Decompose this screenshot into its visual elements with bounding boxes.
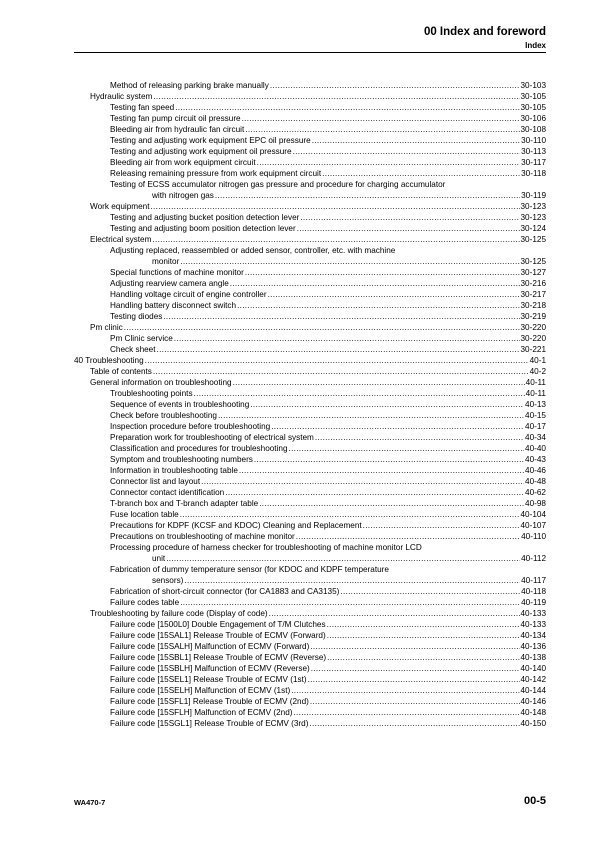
toc-entry-page: 40-146 bbox=[520, 697, 546, 706]
dot-leader bbox=[174, 333, 520, 344]
toc-entry bbox=[74, 685, 546, 696]
toc-entry-title: Testing fan speed bbox=[110, 103, 175, 112]
dot-leader bbox=[150, 201, 519, 212]
table-of-contents bbox=[74, 80, 546, 729]
header-subtitle: Index bbox=[525, 41, 546, 50]
toc-entry-page: 40-119 bbox=[521, 598, 546, 607]
footer-page-number: 00-5 bbox=[523, 795, 546, 807]
toc-entry-page: 40-148 bbox=[520, 708, 546, 717]
dot-leader bbox=[315, 432, 524, 443]
toc-entry bbox=[74, 520, 546, 531]
dot-leader bbox=[310, 641, 519, 652]
toc-entry-page: 40-134 bbox=[520, 631, 546, 640]
toc-entry-title: Connector contact identification bbox=[110, 488, 225, 497]
toc-entry-page: 40-13 bbox=[525, 400, 546, 409]
toc-entry-page: 30-108 bbox=[520, 125, 546, 134]
toc-entry-title: Fuse location table bbox=[110, 510, 179, 519]
toc-entry-page: 30-124 bbox=[520, 224, 546, 233]
toc-entry bbox=[74, 223, 546, 234]
toc-entry bbox=[74, 421, 546, 432]
dot-leader bbox=[327, 652, 519, 663]
toc-entry bbox=[74, 487, 546, 498]
toc-entry bbox=[74, 608, 546, 619]
dot-leader bbox=[322, 168, 520, 179]
toc-entry bbox=[74, 91, 546, 102]
toc-entry bbox=[74, 201, 546, 212]
toc-entry-title-line1: Fabrication of dummy temperature sensor (for KDOC and KDPF temperature bbox=[110, 565, 389, 574]
toc-entry-title: Failure code [15SALH] Malfunction of ECMV (Forward) bbox=[110, 642, 310, 651]
dot-leader bbox=[201, 476, 524, 487]
toc-entry-title: Failure code [15SBLH] Malfunction of ECMV (Reverse) bbox=[110, 664, 310, 673]
toc-entry-title: Work equipment bbox=[90, 202, 150, 211]
toc-entry-page: 30-119 bbox=[521, 191, 546, 200]
toc-entry-page: 40-138 bbox=[520, 653, 546, 662]
dot-leader bbox=[271, 421, 524, 432]
toc-entry-page: 40-150 bbox=[520, 719, 546, 728]
dot-leader bbox=[124, 322, 520, 333]
dot-leader bbox=[245, 124, 519, 135]
toc-entry bbox=[74, 432, 546, 443]
toc-entry-title-line1: Testing of ECSS accumulator nitrogen gas pressure and procedure for charging accumulator bbox=[110, 180, 446, 189]
dot-leader bbox=[184, 575, 520, 586]
toc-entry-page: 30-117 bbox=[521, 158, 546, 167]
dot-leader bbox=[225, 487, 524, 498]
toc-entry-title: Pm Clinic service bbox=[110, 334, 173, 343]
toc-entry-page: 40-140 bbox=[520, 664, 546, 673]
dot-leader bbox=[254, 454, 524, 465]
toc-entry-title: Adjusting rearview camera angle bbox=[110, 279, 229, 288]
dot-leader bbox=[180, 509, 520, 520]
dot-leader bbox=[194, 388, 525, 399]
toc-entry-title: Failure code [15SELH] Malfunction of ECMV (1st) bbox=[110, 686, 291, 695]
toc-entry bbox=[74, 696, 546, 707]
toc-entry-title: Releasing remaining pressure from work equipment circuit bbox=[110, 169, 322, 178]
toc-entry bbox=[74, 135, 546, 146]
dot-leader bbox=[233, 377, 525, 388]
toc-entry-page: 40-48 bbox=[525, 477, 546, 486]
toc-entry-title: Testing fan pump circuit oil pressure bbox=[110, 114, 241, 123]
dot-leader bbox=[293, 146, 521, 157]
toc-entry-title-line1: Adjusting replaced, reassembled or added sensor, controller, etc. with machine bbox=[110, 246, 396, 255]
toc-entry bbox=[74, 542, 546, 564]
toc-entry bbox=[74, 289, 546, 300]
toc-entry bbox=[74, 454, 546, 465]
toc-entry bbox=[74, 333, 546, 344]
dot-leader bbox=[291, 685, 519, 696]
toc-entry-title: Failure code [15SAL1] Release Trouble of ECMV (Forward) bbox=[110, 631, 326, 640]
toc-entry-title: Testing and adjusting boom position detection lever bbox=[110, 224, 296, 233]
toc-entry bbox=[74, 146, 546, 157]
toc-entry bbox=[74, 663, 546, 674]
toc-entry-title: unit bbox=[152, 554, 166, 563]
toc-entry bbox=[74, 311, 546, 322]
toc-entry bbox=[74, 388, 546, 399]
toc-entry-page: 40-112 bbox=[521, 554, 546, 563]
header-rule bbox=[74, 52, 546, 53]
toc-entry-page: 30-105 bbox=[520, 103, 546, 112]
dot-leader bbox=[215, 190, 520, 201]
toc-entry bbox=[74, 498, 546, 509]
toc-entry bbox=[74, 102, 546, 113]
toc-entry-title: Table of contents bbox=[90, 367, 152, 376]
toc-entry bbox=[74, 652, 546, 663]
toc-entry-page: 30-216 bbox=[520, 279, 546, 288]
toc-entry-title: Testing and adjusting work equipment EPC oil pressure bbox=[110, 136, 311, 145]
toc-entry-page: 30-118 bbox=[521, 169, 546, 178]
toc-entry-title: Symptom and troubleshooting numbers bbox=[110, 455, 253, 464]
toc-entry bbox=[74, 344, 546, 355]
toc-entry-title: Troubleshooting points bbox=[110, 389, 193, 398]
toc-entry-title: Failure code [15SBL1] Release Trouble of ECMV (Reverse) bbox=[110, 653, 327, 662]
toc-entry-page: 30-127 bbox=[520, 268, 546, 277]
toc-entry-title: Inspection procedure before troubleshooting bbox=[110, 422, 271, 431]
toc-entry-page: 40-98 bbox=[525, 499, 546, 508]
dot-leader bbox=[327, 630, 520, 641]
toc-entry bbox=[74, 509, 546, 520]
toc-entry bbox=[74, 465, 546, 476]
toc-entry bbox=[74, 630, 546, 641]
toc-entry-title: Failure code [1500L0] Double Engagement of T/M Clutches bbox=[110, 620, 326, 629]
toc-entry-title: General information on troubleshooting bbox=[90, 378, 232, 387]
toc-entry-page: 40-34 bbox=[525, 433, 546, 442]
toc-entry-title: Bleeding air from hydraulic fan circuit bbox=[110, 125, 245, 134]
dot-leader bbox=[269, 608, 520, 619]
toc-entry-page: 30-106 bbox=[520, 114, 546, 123]
toc-entry bbox=[74, 366, 546, 377]
dot-leader bbox=[293, 707, 519, 718]
toc-entry bbox=[74, 410, 546, 421]
toc-entry-page: 40-1 bbox=[529, 356, 546, 365]
toc-entry bbox=[74, 476, 546, 487]
dot-leader bbox=[166, 553, 520, 564]
toc-entry-page: 40-136 bbox=[520, 642, 546, 651]
dot-leader bbox=[153, 366, 529, 377]
toc-entry-title: Testing and adjusting work equipment oil pressure bbox=[110, 147, 292, 156]
toc-entry-title: Check before troubleshooting bbox=[110, 411, 217, 420]
toc-entry bbox=[74, 597, 546, 608]
toc-entry-title: Precautions for KDPF (KCSF and KDOC) Cleaning and Replacement bbox=[110, 521, 362, 530]
toc-entry-title: Connector list and layout bbox=[110, 477, 201, 486]
toc-entry-title: Failure code [15SGL1] Release Trouble of ECMV (3rd) bbox=[110, 719, 309, 728]
toc-entry-page: 30-123 bbox=[520, 202, 546, 211]
toc-entry-title: Method of releasing parking brake manually bbox=[110, 81, 269, 90]
toc-entry-page: 40-17 bbox=[525, 422, 546, 431]
toc-entry bbox=[74, 80, 546, 91]
toc-entry-page: 40-2 bbox=[529, 367, 546, 376]
dot-leader bbox=[327, 619, 520, 630]
dot-leader bbox=[311, 663, 520, 674]
dot-leader bbox=[270, 80, 520, 91]
toc-entry bbox=[74, 168, 546, 179]
toc-entry-page: 30-125 bbox=[520, 235, 546, 244]
toc-entry-page: 40-142 bbox=[520, 675, 546, 684]
toc-entry-title: Fabrication of short-circuit connector (for CA1883 and CA3135) bbox=[110, 587, 340, 596]
dot-leader bbox=[152, 234, 519, 245]
footer-model: WA470-7 bbox=[74, 798, 106, 807]
toc-entry-title: Troubleshooting by failure code (Display of code) bbox=[90, 609, 268, 618]
toc-entry-title: Precautions on troubleshooting of machine monitor bbox=[110, 532, 295, 541]
dot-leader bbox=[289, 443, 525, 454]
dot-leader bbox=[145, 355, 529, 366]
toc-entry-page: 30-219 bbox=[520, 312, 546, 321]
toc-entry-title: Check sheet bbox=[110, 345, 156, 354]
toc-entry-title: T-branch box and T-branch adapter table bbox=[110, 499, 259, 508]
toc-entry bbox=[74, 718, 546, 729]
toc-entry-title: Information in troubleshooting table bbox=[110, 466, 238, 475]
toc-entry-page: 30-125 bbox=[520, 257, 546, 266]
toc-entry-page: 30-110 bbox=[521, 136, 546, 145]
toc-entry bbox=[74, 399, 546, 410]
dot-leader bbox=[239, 465, 524, 476]
dot-leader bbox=[340, 586, 520, 597]
dot-leader bbox=[257, 157, 520, 168]
dot-leader bbox=[363, 520, 520, 531]
toc-entry-page: 40-40 bbox=[525, 444, 546, 453]
dot-leader bbox=[259, 498, 524, 509]
toc-entry-title: Failure code [15SEL1] Release Trouble of ECMV (1st) bbox=[110, 675, 307, 684]
dot-leader bbox=[268, 289, 520, 300]
toc-entry bbox=[74, 300, 546, 311]
toc-entry bbox=[74, 113, 546, 124]
dot-leader bbox=[310, 696, 520, 707]
toc-entry bbox=[74, 377, 546, 388]
dot-leader bbox=[245, 267, 520, 278]
toc-entry-title: Sequence of events in troubleshooting bbox=[110, 400, 250, 409]
toc-entry-page: 40-133 bbox=[520, 609, 546, 618]
toc-entry-title: Pm clinic bbox=[90, 323, 123, 332]
toc-entry-page: 30-221 bbox=[520, 345, 546, 354]
toc-entry bbox=[74, 674, 546, 685]
dot-leader bbox=[163, 311, 519, 322]
dot-leader bbox=[218, 410, 524, 421]
dot-leader bbox=[180, 256, 519, 267]
toc-entry bbox=[74, 322, 546, 333]
toc-entry-title: Handling battery disconnect switch bbox=[110, 301, 237, 310]
header-title: 00 Index and foreword bbox=[423, 26, 546, 38]
toc-entry-page: 40-107 bbox=[520, 521, 546, 530]
toc-entry-title: Handling voltage circuit of engine controller bbox=[110, 290, 267, 299]
toc-entry-page: 40-11 bbox=[525, 389, 546, 398]
toc-entry-title-line1: Processing procedure of harness checker for troubleshooting of machine monitor LCD bbox=[110, 543, 422, 552]
toc-entry bbox=[74, 619, 546, 630]
toc-entry-page: 40-117 bbox=[521, 576, 546, 585]
toc-entry-title: Failure code [15SFL1] Release Trouble of ECMV (2nd) bbox=[110, 697, 309, 706]
toc-entry-page: 40-118 bbox=[521, 587, 546, 596]
toc-entry bbox=[74, 179, 546, 201]
toc-entry-page: 40-15 bbox=[525, 411, 546, 420]
dot-leader bbox=[157, 344, 520, 355]
toc-entry-page: 30-220 bbox=[520, 323, 546, 332]
dot-leader bbox=[312, 135, 520, 146]
dot-leader bbox=[308, 674, 520, 685]
toc-entry-title: Testing and adjusting bucket position detection lever bbox=[110, 213, 300, 222]
toc-entry-title: monitor bbox=[152, 257, 180, 266]
toc-entry-page: 40-62 bbox=[525, 488, 546, 497]
toc-entry bbox=[74, 245, 546, 267]
dot-leader bbox=[242, 113, 520, 124]
toc-entry bbox=[74, 531, 546, 542]
dot-leader bbox=[250, 399, 524, 410]
toc-entry-title: Preparation work for troubleshooting of electrical system bbox=[110, 433, 314, 442]
toc-entry-page: 40-11 bbox=[525, 378, 546, 387]
toc-entry-page: 30-123 bbox=[520, 213, 546, 222]
dot-leader bbox=[237, 300, 519, 311]
toc-entry-page: 40-46 bbox=[525, 466, 546, 475]
toc-entry-title: Electrical system bbox=[90, 235, 152, 244]
toc-entry-title: 40 Troubleshooting bbox=[74, 356, 144, 365]
toc-entry bbox=[74, 157, 546, 168]
toc-entry-title: Testing diodes bbox=[110, 312, 163, 321]
toc-entry bbox=[74, 212, 546, 223]
toc-entry bbox=[74, 124, 546, 135]
toc-entry bbox=[74, 641, 546, 652]
dot-leader bbox=[296, 531, 520, 542]
dot-leader bbox=[309, 718, 519, 729]
toc-entry-page: 40-110 bbox=[521, 532, 546, 541]
toc-entry-page: 30-113 bbox=[521, 147, 546, 156]
toc-entry bbox=[74, 355, 546, 366]
dot-leader bbox=[180, 597, 520, 608]
toc-entry bbox=[74, 586, 546, 597]
toc-entry-page: 30-105 bbox=[520, 92, 546, 101]
toc-entry bbox=[74, 278, 546, 289]
toc-entry-title: Bleeding air from work equipment circuit bbox=[110, 158, 256, 167]
toc-entry-title: Hydraulic system bbox=[90, 92, 153, 101]
toc-entry-title: sensors) bbox=[152, 576, 184, 585]
toc-entry bbox=[74, 443, 546, 454]
toc-entry-title: Special functions of machine monitor bbox=[110, 268, 244, 277]
toc-entry-title: Failure code [15SFLH] Malfunction of ECMV (2nd) bbox=[110, 708, 293, 717]
toc-entry bbox=[74, 707, 546, 718]
dot-leader bbox=[297, 223, 520, 234]
toc-entry-page: 40-43 bbox=[525, 455, 546, 464]
toc-entry-page: 30-103 bbox=[520, 81, 546, 90]
toc-entry-title: Classification and procedures for troubleshooting bbox=[110, 444, 288, 453]
dot-leader bbox=[153, 91, 519, 102]
toc-entry-page: 40-133 bbox=[520, 620, 546, 629]
toc-entry bbox=[74, 564, 546, 586]
toc-entry-title: with nitrogen gas bbox=[152, 191, 214, 200]
toc-entry-page: 40-144 bbox=[520, 686, 546, 695]
toc-entry bbox=[74, 267, 546, 278]
dot-leader bbox=[300, 212, 519, 223]
dot-leader bbox=[230, 278, 520, 289]
toc-entry-title: Failure codes table bbox=[110, 598, 180, 607]
toc-entry-page: 30-217 bbox=[520, 290, 546, 299]
toc-entry-page: 40-104 bbox=[520, 510, 546, 519]
toc-entry-page: 30-218 bbox=[520, 301, 546, 310]
toc-entry-page: 30-220 bbox=[520, 334, 546, 343]
dot-leader bbox=[175, 102, 519, 113]
toc-entry bbox=[74, 234, 546, 245]
